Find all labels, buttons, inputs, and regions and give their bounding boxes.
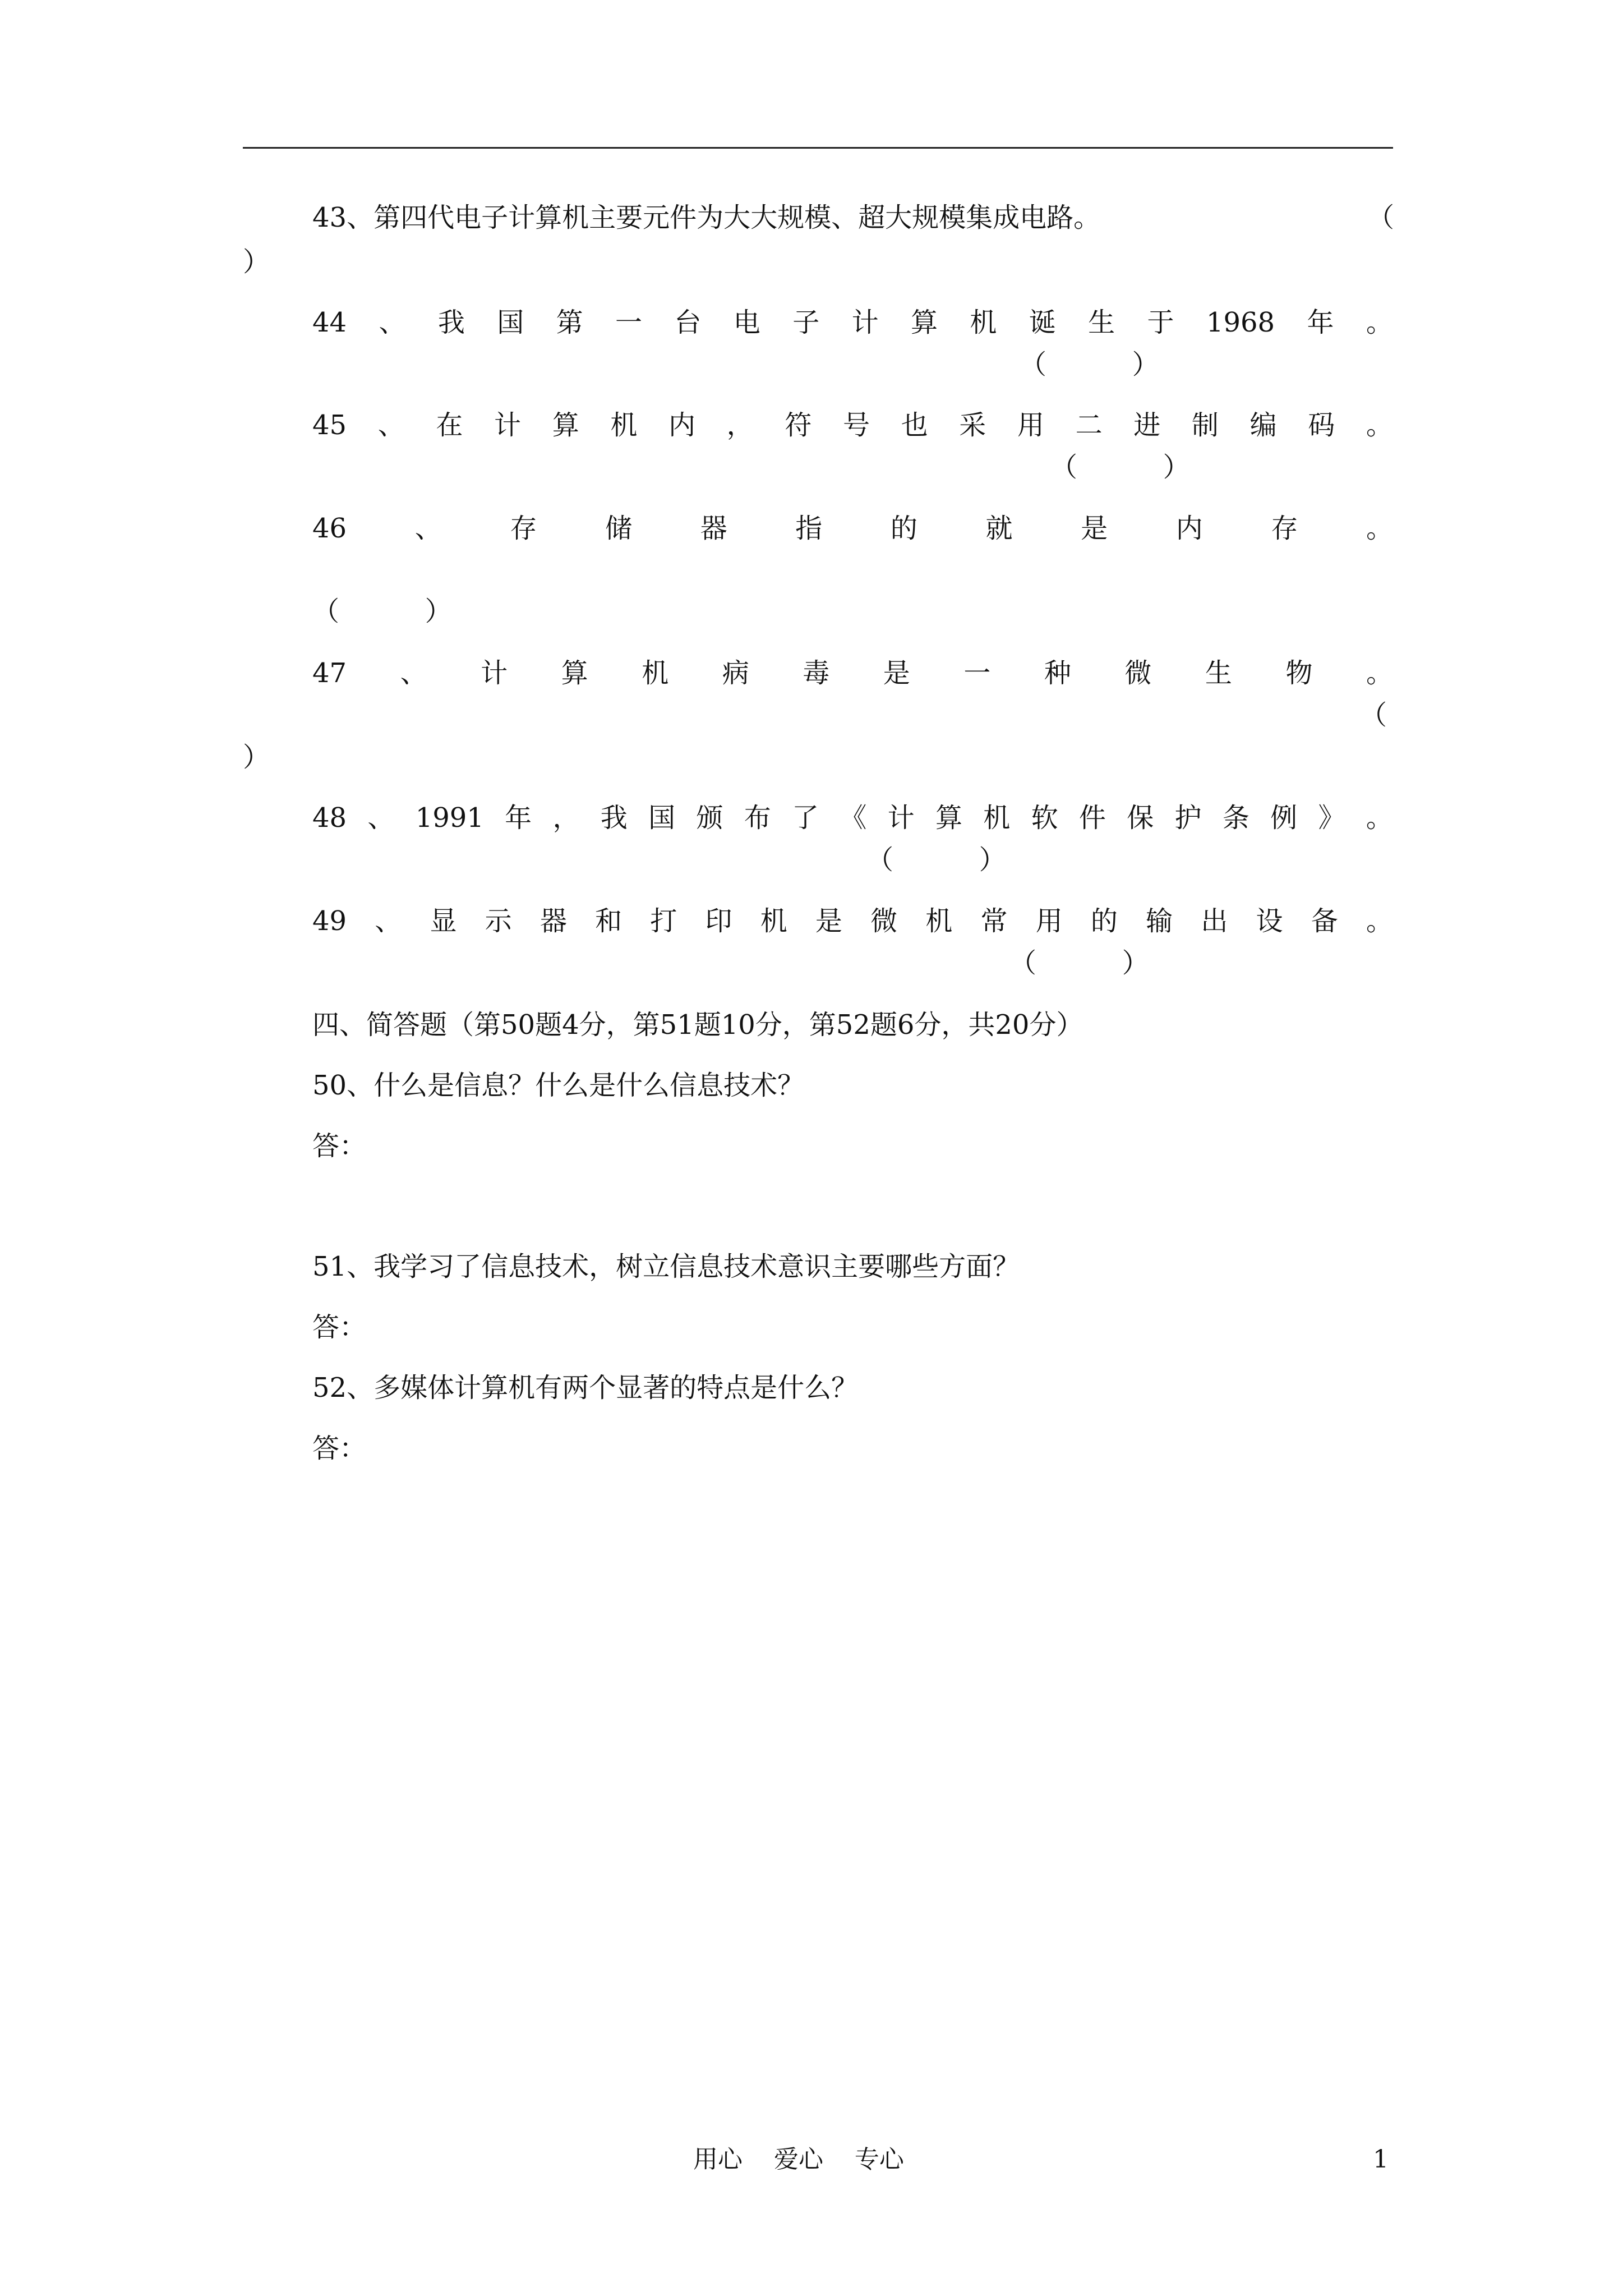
question-text-token: 一 [963,657,991,689]
question-52: 52、多媒体计算机有两个显著的特点是什么？ [312,1372,859,1404]
question-text-token: 种 [1044,657,1071,689]
question-text-token: 进 [1133,409,1161,441]
question-text-token: 。 [1366,802,1393,834]
question-45-answer-blank: （ ） [1050,452,1190,483]
question-text-token: 条 [1222,802,1249,834]
question-text-token: 年 [505,802,532,834]
question-text-token: 存 [1271,513,1298,544]
question-text-token: 年 [1307,307,1334,338]
question-text-token: 计 [481,657,508,689]
question-text-token: 台 [674,307,702,338]
question-text-token: 了 [792,802,819,834]
question-text-token: 、 [400,657,427,689]
question-text-token: 》 [1318,802,1345,834]
question-text-token: 是 [815,905,842,937]
question-text-token: 计 [851,307,879,338]
question-text-token: 在 [436,409,463,441]
question-49 [312,904,1393,938]
question-text-token: 算 [910,307,938,338]
question-text-token: 子 [792,307,820,338]
question-text-token: 机 [983,802,1011,834]
question-text-token: 计 [887,802,915,834]
question-text-token: ， [726,409,754,441]
question-text-token: 示 [485,905,512,937]
question-text-token: 。 [1366,409,1393,441]
question-text-token: 1991 [415,802,484,834]
question-text-token: 、 [377,409,405,441]
question-text-token: 二 [1075,409,1103,441]
question-text-token: 、 [414,513,442,544]
question-48 [312,801,1393,835]
question-text-token: 制 [1191,409,1219,441]
question-text-token: 器 [540,905,567,937]
question-text-token: 存 [510,513,537,544]
question-text-token: 1968 [1206,307,1275,338]
question-text-token: 显 [430,905,457,937]
question-text-token: 机 [970,307,997,338]
question-text-token: 也 [901,409,928,441]
question-44-answer-blank: （ ） [1020,349,1159,380]
question-text-token: 机 [642,657,669,689]
question-47-paren-close: ） [243,742,270,773]
question-47 [312,656,1393,690]
question-text-token: 、 [367,802,395,834]
question-text-token: 。 [1366,905,1393,937]
question-text-token: 就 [985,513,1013,544]
question-text-token: 是 [883,657,910,689]
answer-50-label: 答： [312,1130,367,1162]
question-45 [312,408,1393,442]
question-text-token: 器 [700,513,727,544]
question-text-token: 机 [760,905,787,937]
question-text-token: 第 [556,307,583,338]
question-43-paren-open: （ [1367,202,1395,233]
question-50: 50、什么是信息？什么是什么信息技术？ [312,1070,805,1101]
question-text-token: ， [552,802,580,834]
question-44 [312,306,1393,339]
question-text-token: 算 [552,409,579,441]
question-text-token: 《 [840,802,867,834]
question-text-token: 算 [935,802,962,834]
question-text-token: 国 [648,802,676,834]
question-text-token: 出 [1201,905,1228,937]
question-text-token: 储 [605,513,632,544]
page-number: 1 [1373,2145,1389,2174]
question-49-answer-blank: （ ） [1009,947,1149,979]
question-text-token: 46 [312,513,347,544]
question-text-token: 病 [722,657,749,689]
question-text-token: 生 [1205,657,1232,689]
footer-motto: 用心 爱心 专心 [693,2145,904,2174]
question-text-token: 采 [959,409,986,441]
question-text-token: 布 [744,802,771,834]
question-text-token: 物 [1285,657,1313,689]
question-text-token: 的 [1090,905,1118,937]
question-text-token: 。 [1366,307,1393,338]
question-text-token: 和 [595,905,623,937]
question-46 [312,512,1393,545]
answer-51-label: 答： [312,1312,367,1343]
question-text-token: 例 [1270,802,1298,834]
question-text-token: 微 [870,905,898,937]
question-text-token: 打 [650,905,677,937]
question-text-token: 一 [615,307,643,338]
question-text-token: 件 [1078,802,1106,834]
question-text-token: 毒 [803,657,830,689]
question-text-token: 于 [1147,307,1174,338]
answer-52-label: 答： [312,1433,367,1464]
question-text-token: 码 [1308,409,1335,441]
question-text-token: 设 [1256,905,1283,937]
question-text-token: 软 [1031,802,1058,834]
question-51: 51、我学习了信息技术，树立信息技术意识主要哪些方面？ [312,1251,1020,1282]
question-text-token: 计 [494,409,522,441]
question-text-token: 算 [561,657,588,689]
question-text-token: 输 [1146,905,1173,937]
question-text-token: 备 [1311,905,1338,937]
question-text-token: 45 [312,409,347,441]
question-text-token: 护 [1174,802,1202,834]
question-text-token: 用 [1017,409,1044,441]
question-text-token: 诞 [1029,307,1056,338]
question-43-paren-close: ） [243,246,270,278]
header-rule [243,147,1393,149]
question-text-token: 48 [312,802,347,834]
question-text-token: 保 [1127,802,1154,834]
question-text-token: 我 [600,802,628,834]
question-text-token: 机 [925,905,953,937]
question-43: 43、第四代电子计算机主要元件为大大规模、超大规模集成电路。 [312,202,1101,233]
section-4-heading: 四、简答题（第50题4分，第51题10分，第52题6分，共20分） [312,1009,1083,1041]
question-text-token: 。 [1366,657,1393,689]
question-text-token: 号 [842,409,870,441]
question-text-token: 常 [980,905,1008,937]
question-text-token: 、 [375,905,402,937]
question-text-token: 、 [379,307,406,338]
question-text-token: 电 [733,307,760,338]
question-text-token: 49 [312,905,347,937]
question-text-token: 印 [705,905,732,937]
question-46-answer-blank: （ ） [312,596,452,627]
question-text-token: 符 [785,409,812,441]
question-text-token: 微 [1124,657,1152,689]
question-text-token: 44 [312,307,347,338]
question-text-token: 国 [497,307,524,338]
question-text-token: 编 [1249,409,1277,441]
question-48-answer-blank: （ ） [866,844,1006,876]
question-text-token: 机 [610,409,638,441]
question-text-token: 颁 [696,802,723,834]
question-text-token: 指 [795,513,823,544]
question-text-token: 的 [890,513,917,544]
question-text-token: 我 [437,307,465,338]
question-text-token: 。 [1366,513,1393,544]
question-text-token: 内 [668,409,696,441]
question-text-token: 是 [1081,513,1108,544]
question-47-paren-open: （ [1360,700,1387,731]
question-text-token: 用 [1035,905,1063,937]
question-text-token: 47 [312,657,347,689]
question-text-token: 内 [1175,513,1203,544]
question-text-token: 生 [1088,307,1115,338]
